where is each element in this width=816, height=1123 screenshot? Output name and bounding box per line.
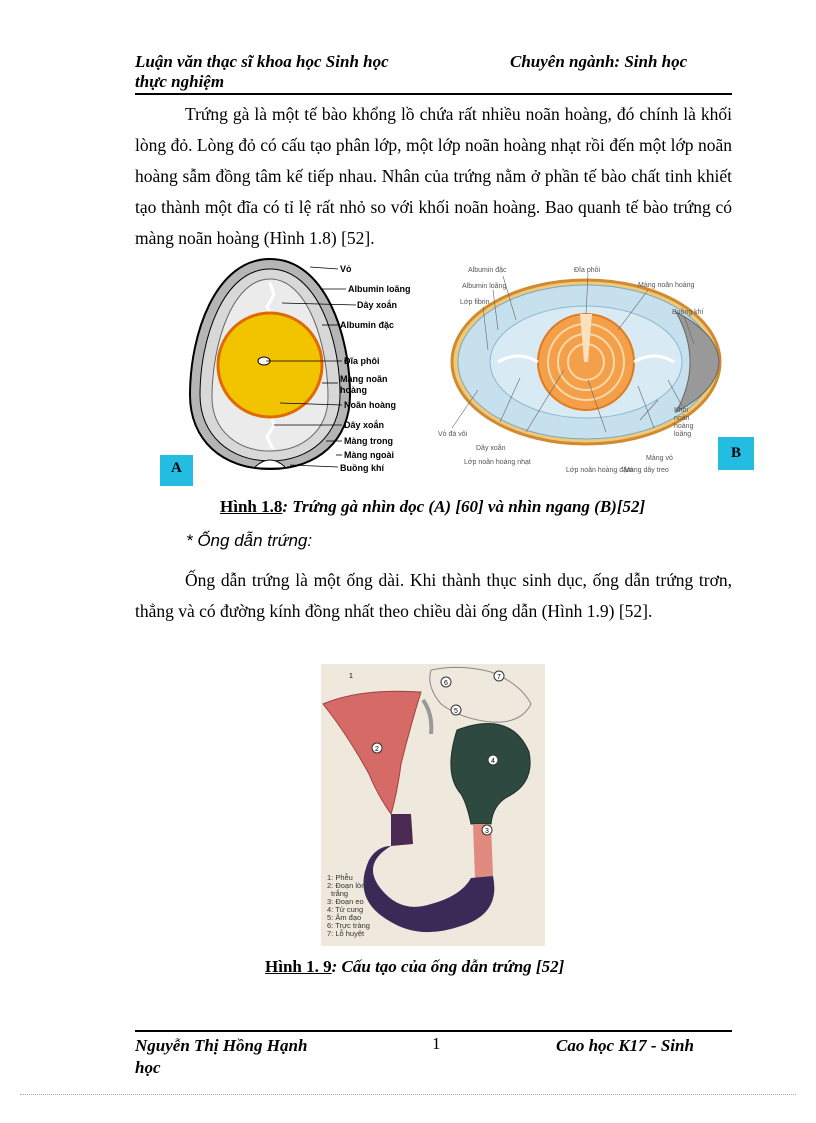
- label-a-vitelline-1: Màng noãn: [340, 374, 388, 384]
- label-b-air-cell: Buồng khí: [672, 309, 704, 316]
- marker-4: 4: [491, 758, 495, 765]
- figure-1-9-caption: [265, 957, 564, 977]
- label-b-thick-albumin: Albumin đặc: [468, 267, 507, 274]
- label-b-suspensory: Màng dây treo: [624, 467, 669, 474]
- marker-3: 3: [485, 828, 489, 835]
- legend-4: 4: Tử cung: [327, 905, 364, 914]
- oviduct-photo: [321, 664, 545, 946]
- label-b-calcified-shell: Vỏ đá vôi: [438, 431, 468, 438]
- figure-1-9-caption-text: : Cấu tạo của ống dẫn trứng [52]: [331, 957, 565, 976]
- body-paragraph-2: [135, 565, 732, 627]
- header-rule: [135, 93, 732, 95]
- label-b-yolk-mass-3: hoàng: [674, 423, 694, 430]
- label-b-yolk-mass-2: noãn: [674, 415, 690, 422]
- header-left-title: Luận văn thạc sĩ khoa học Sinh học: [135, 52, 389, 71]
- egg-transverse-diagram: [438, 260, 758, 475]
- header-right-title: Chuyên ngành: Sinh học: [510, 52, 688, 71]
- figure-1-8-caption-label: Hình 1.8: [220, 497, 283, 516]
- label-a-germinal-disc: Đĩa phôi: [344, 356, 380, 366]
- legend-2b: trắng: [331, 889, 349, 898]
- label-b-thin-albumin: Albumin loãng: [462, 283, 507, 290]
- label-a-thick-albumin: Albumin đặc: [340, 320, 395, 330]
- section-subheading: * Ống dẫn trứng:: [186, 531, 313, 550]
- label-b-germinal-disc: Đĩa phôi: [574, 267, 601, 274]
- marker-5: 5: [454, 708, 458, 715]
- legend-7: 7: Lỗ huyệt: [327, 929, 365, 938]
- badge-b: B: [730, 445, 741, 461]
- marker-6: 6: [444, 680, 448, 687]
- label-b-light-yolk: Lớp noãn hoàng nhạt: [464, 459, 531, 466]
- header-left-title-cont: thực nghiệm: [135, 72, 225, 91]
- label-a-thin-albumin: Albumin loãng: [348, 284, 411, 294]
- label-a-vitelline-2: hoàng: [340, 385, 367, 395]
- legend-5: 5: Âm đạo: [327, 913, 362, 922]
- paragraph-1-text: Trứng gà là một tế bào khổng lồ chứa rất nhiều noãn hoàng, đó chính là khối lòng đỏ. Lòng đỏ có cấu tạo phân lớp, một lớp noãn hoàng nhạt rồi đến một lớp noãn hoàng sẫm đồng tâm kế tiếp nhau. Nhân của trứng nằm ở phần tế bào chất tinh khiết tạo thành một đĩa có tỉ lệ rất nhỏ so với khối noãn hoàng. Bao quanh tế bào trứng có màng noãn hoàng (Hình 1.8) [52].: [135, 104, 732, 248]
- egg-longitudinal-diagram: [160, 255, 435, 487]
- legend-1: 1: Phễu: [327, 873, 353, 882]
- label-a-air-cell: Buồng khí: [340, 463, 384, 473]
- label-b-dark-yolk: Lớp noãn hoàng đậm: [566, 467, 633, 474]
- footer-course: Cao học K17 - Sinh: [556, 1036, 694, 1055]
- paragraph-2-text: Ống dẫn trứng là một ống dài. Khi thành thục sinh dục, ống dẫn trứng trơn, thẳng và có đường kính đồng nhất theo chiều dài ống dẫn (Hình 1.9) [52].: [135, 570, 732, 621]
- legend-3: 3: Đoạn eo: [327, 897, 364, 906]
- label-a-chalaza-2: Dây xoắn: [344, 420, 385, 430]
- footer-author-cont: học: [135, 1058, 161, 1077]
- footer-rule: [135, 1030, 732, 1032]
- footer-author: Nguyễn Thị Hồng Hạnh: [135, 1036, 308, 1055]
- label-a-outer-membrane: Màng ngoài: [344, 450, 394, 460]
- label-b-fibrin: Lớp fibrin: [460, 299, 490, 306]
- marker-1: 1: [349, 673, 353, 680]
- legend-6: 6: Trực tràng: [327, 921, 370, 930]
- figure-1-9-caption-label: Hình 1. 9: [265, 957, 332, 976]
- badge-b-box: [718, 437, 754, 470]
- page-bottom-divider: [20, 1094, 796, 1095]
- badge-a: A: [171, 460, 182, 476]
- legend-2: 2: Đoạn lòng: [327, 881, 370, 890]
- label-a-chalaza: Dây xoắn: [357, 300, 398, 310]
- label-b-yolk-mass-1: Khối: [674, 407, 689, 414]
- label-b-vitelline: Màng noãn hoàng: [638, 282, 695, 289]
- figure-1-8-caption-text: : Trứng gà nhìn dọc (A) [60] và nhìn ngang (B)[52]: [282, 497, 646, 516]
- label-a-yolk: Noãn hoàng: [344, 400, 396, 410]
- label-b-shell-membrane: Màng vỏ: [646, 455, 673, 462]
- label-b-chalaza: Dây xoắn: [476, 445, 506, 452]
- body-paragraph-1: [135, 99, 732, 254]
- label-a-shell: Vỏ: [340, 264, 352, 274]
- marker-2: 2: [375, 746, 379, 753]
- label-b-yolk-mass-4: loãng: [674, 431, 692, 438]
- marker-7: 7: [497, 674, 501, 681]
- label-a-inner-membrane: Màng trong: [344, 436, 393, 446]
- page-number: 1: [432, 1034, 441, 1053]
- figure-1-8-caption: [220, 497, 645, 517]
